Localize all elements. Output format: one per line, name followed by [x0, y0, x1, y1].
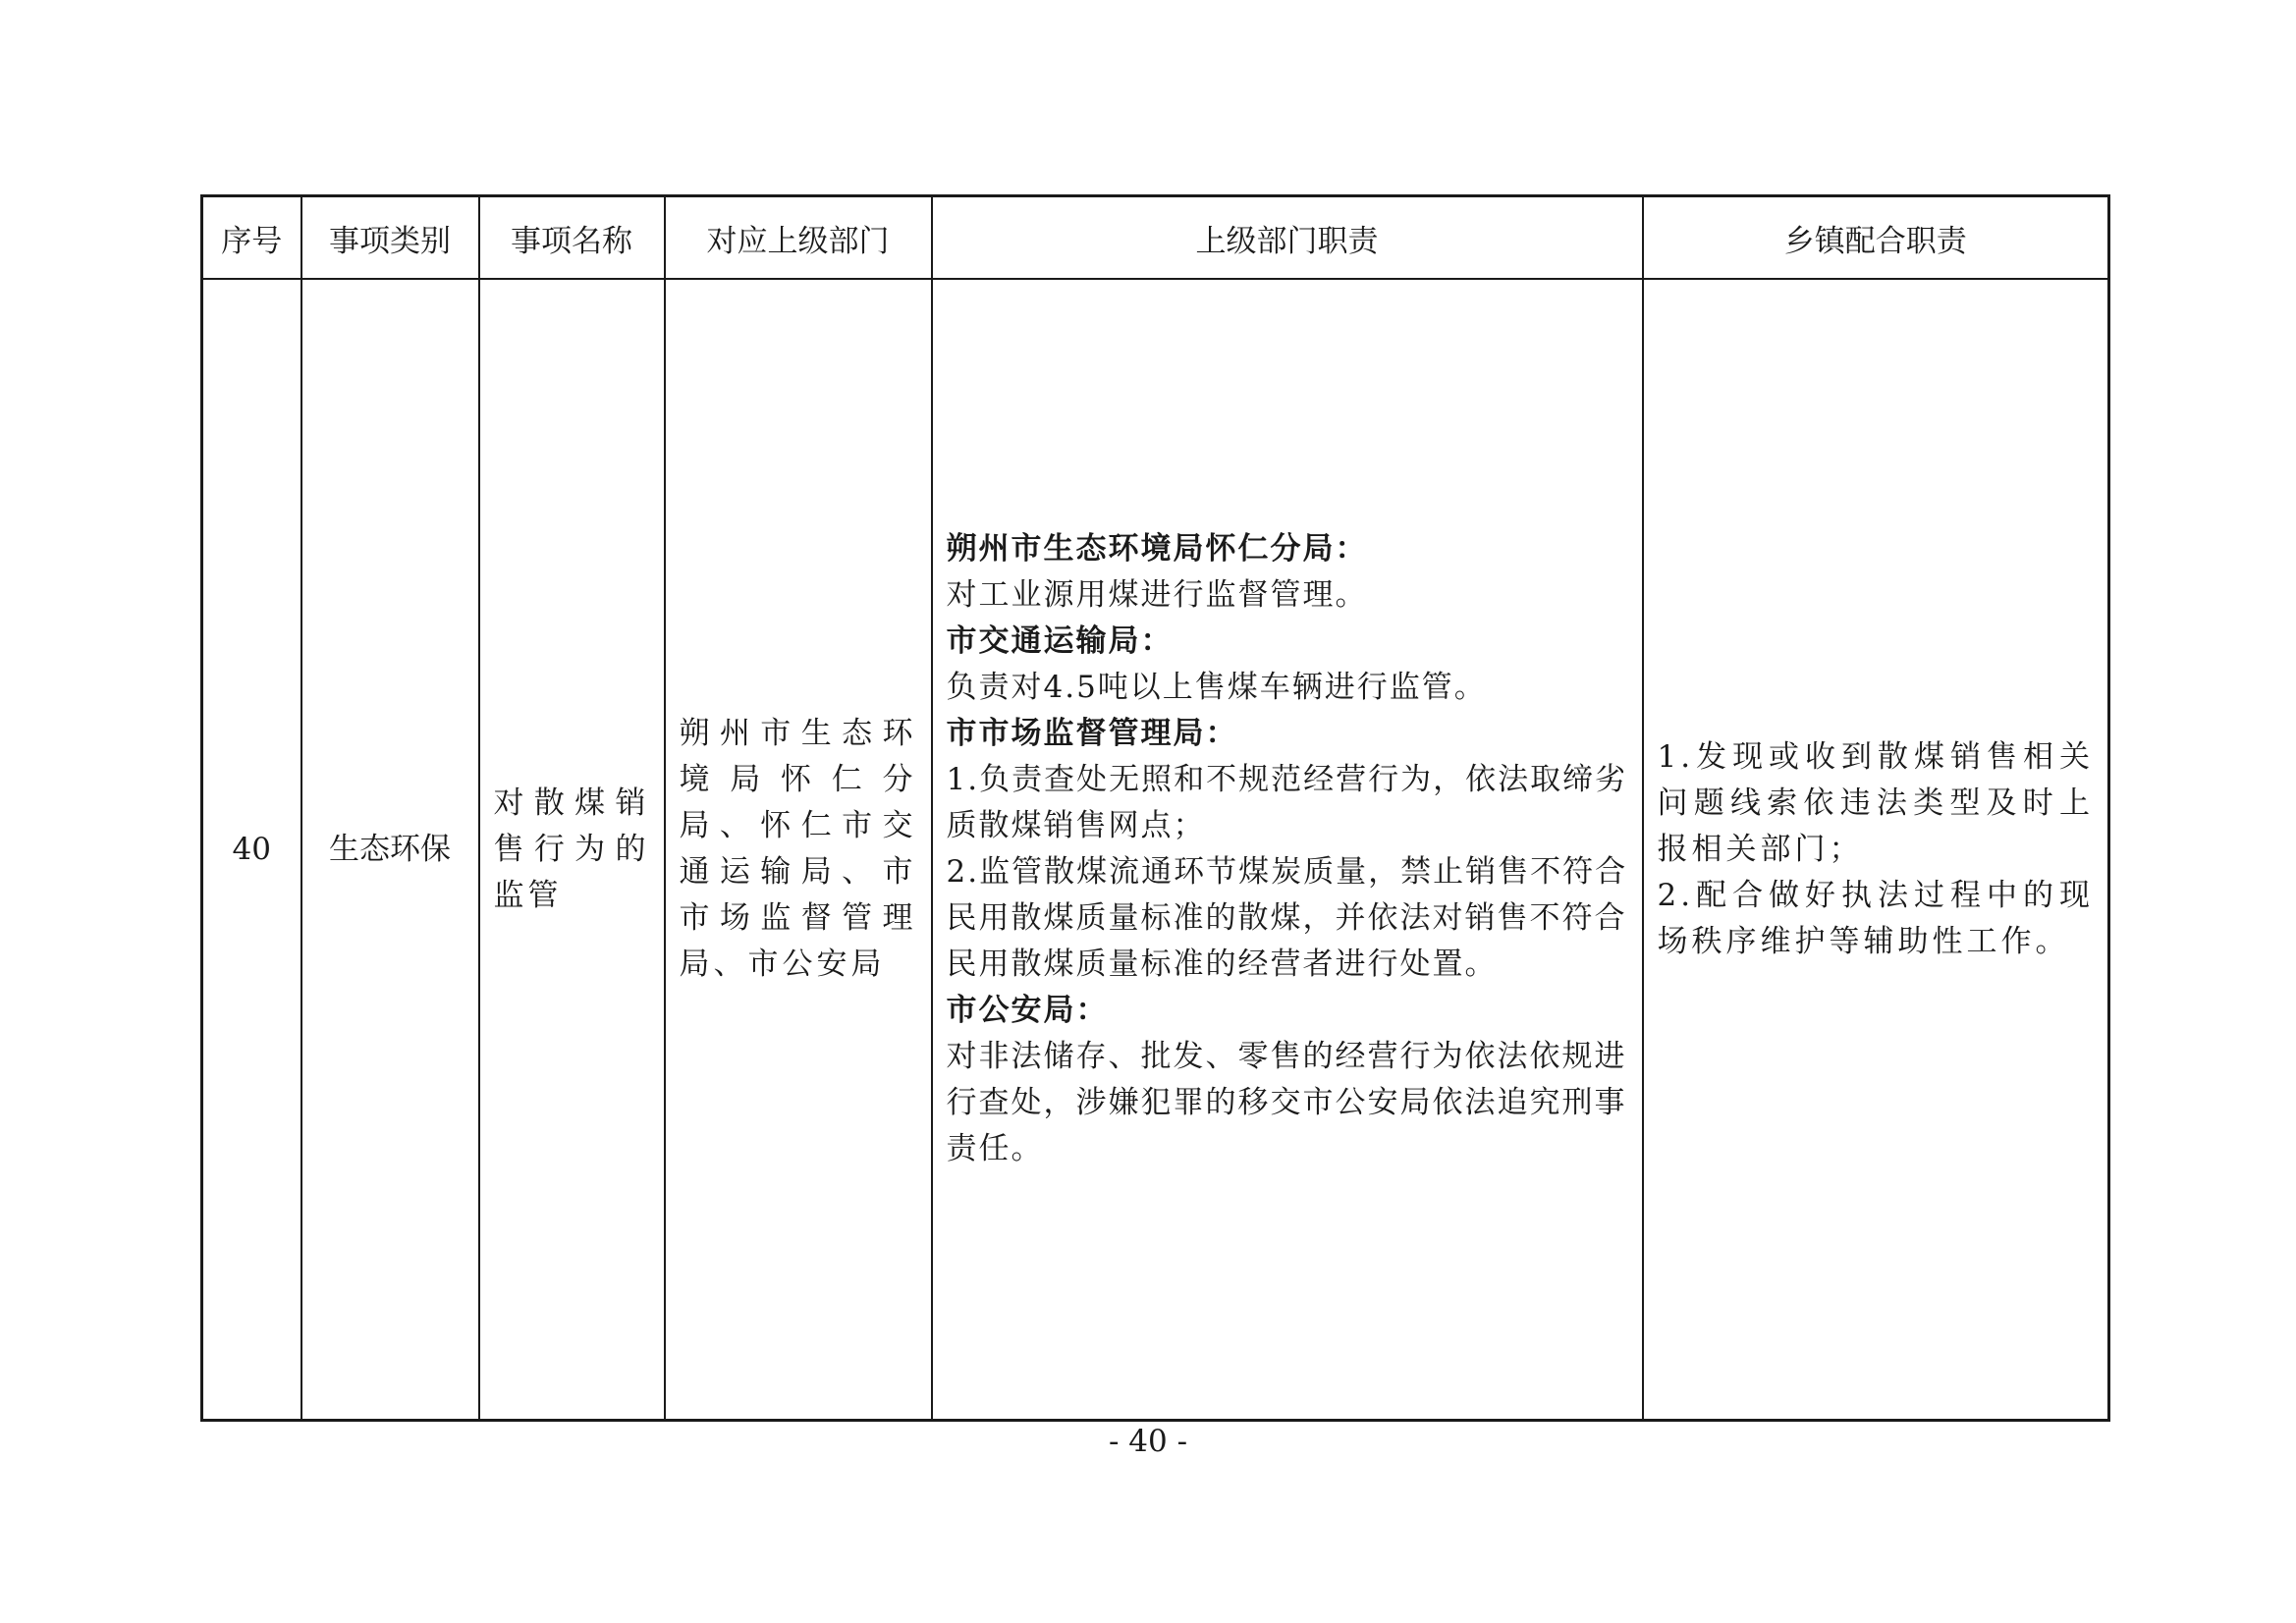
duty-dept-heading: 朔州市生态环境局怀仁分局： — [946, 531, 1368, 567]
cell-category: 生态环保 — [301, 279, 479, 1421]
duty-text: 1.负责查处无照和不规范经营行为，依法取缔劣质散煤销售网点； — [946, 762, 1628, 843]
duty-text: 2.监管散煤流通环节煤炭质量，禁止销售不符合民用散煤质量标准的散煤，并依法对销售不符合民用散煤质量标准的经营者进行处置。 — [946, 854, 1628, 982]
header-superior-duty: 上级部门职责 — [932, 196, 1643, 280]
header-town-duty: 乡镇配合职责 — [1643, 196, 2109, 280]
header-superior-dept: 对应上级部门 — [665, 196, 932, 280]
table-header-row — [202, 196, 2109, 280]
town-duty-item: 1.发现或收到散煤销售相关问题线索依违法类型及时上报相关部门； — [1657, 738, 2094, 867]
cell-town-duty — [1643, 279, 2109, 1421]
page-number: - 40 - — [1108, 1424, 1188, 1459]
duty-dept-heading: 市交通运输局： — [946, 623, 1174, 659]
header-seq: 序号 — [202, 196, 301, 280]
cell-item-name: 对散煤销售行为的监管 — [479, 279, 665, 1421]
duty-text: 对非法储存、批发、零售的经营行为依法依规进行查处，涉嫌犯罪的移交市公安局依法追究刑事责任。 — [946, 1039, 1627, 1166]
duty-table — [200, 194, 2110, 1422]
header-category: 事项类别 — [301, 196, 479, 280]
cell-seq: 40 — [202, 279, 301, 1421]
duty-text: 负责对4.5吨以上售煤车辆进行监管。 — [946, 670, 1487, 705]
duty-dept-heading: 市公安局： — [946, 993, 1109, 1028]
duty-dept-heading: 市市场监督管理局： — [946, 716, 1238, 751]
table-row — [202, 279, 2109, 1421]
cell-superior-duty — [932, 279, 1643, 1421]
cell-superior-dept: 朔州市生态环境局怀仁分局、怀仁市交通运输局、市市场监督管理局、市公安局 — [665, 279, 932, 1421]
header-item-name: 事项名称 — [479, 196, 665, 280]
duty-text: 对工业源用煤进行监督管理。 — [946, 577, 1368, 613]
town-duty-item: 2.配合做好执法过程中的现场秩序维护等辅助性工作。 — [1657, 877, 2094, 959]
